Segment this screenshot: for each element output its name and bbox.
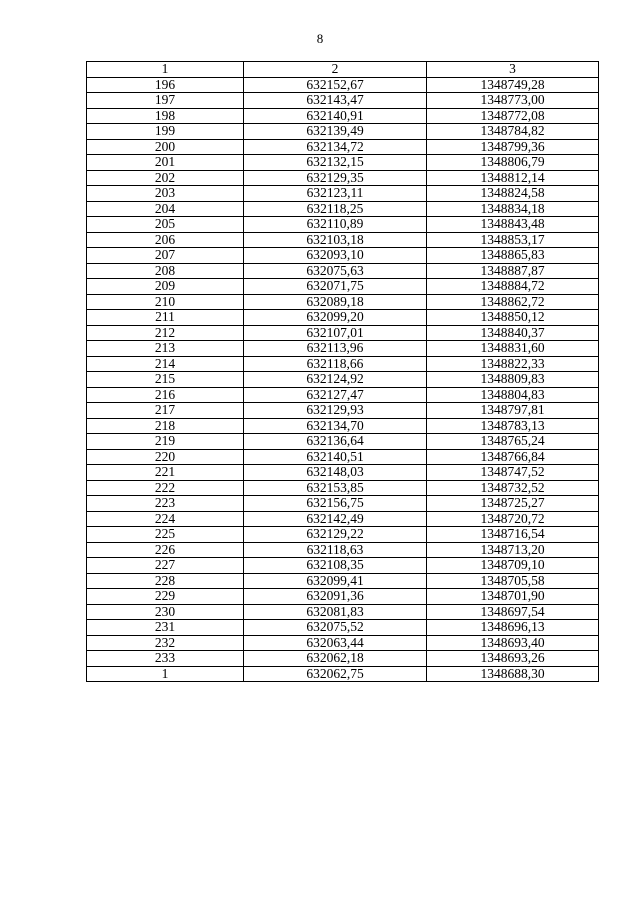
cell-x-coordinate: 632134,72 [244,139,427,155]
cell-y-coordinate: 1348799,36 [427,139,599,155]
cell-x-coordinate: 632075,52 [244,620,427,636]
cell-y-coordinate: 1348772,08 [427,108,599,124]
table-row [87,496,599,512]
cell-point-number: 197 [87,93,244,109]
table-row [87,341,599,357]
cell-x-coordinate: 632132,15 [244,155,427,171]
table-row [87,77,599,93]
cell-x-coordinate: 632129,93 [244,403,427,419]
cell-x-coordinate: 632129,35 [244,170,427,186]
cell-y-coordinate: 1348732,52 [427,480,599,496]
cell-y-coordinate: 1348716,54 [427,527,599,543]
cell-point-number: 207 [87,248,244,264]
cell-y-coordinate: 1348720,72 [427,511,599,527]
cell-y-coordinate: 1348887,87 [427,263,599,279]
cell-point-number: 219 [87,434,244,450]
table-row [87,201,599,217]
cell-point-number: 199 [87,124,244,140]
cell-point-number: 216 [87,387,244,403]
cell-x-coordinate: 632118,63 [244,542,427,558]
cell-x-coordinate: 632107,01 [244,325,427,341]
cell-point-number: 198 [87,108,244,124]
page-number: 8 [316,31,324,46]
cell-point-number: 232 [87,635,244,651]
cell-y-coordinate: 1348697,54 [427,604,599,620]
cell-x-coordinate: 632124,92 [244,372,427,388]
cell-point-number: 228 [87,573,244,589]
cell-x-coordinate: 632099,41 [244,573,427,589]
cell-y-coordinate: 1348773,00 [427,93,599,109]
cell-point-number: 231 [87,620,244,636]
cell-x-coordinate: 632062,75 [244,666,427,682]
cell-y-coordinate: 1348688,30 [427,666,599,682]
cell-y-coordinate: 1348843,48 [427,217,599,233]
cell-point-number: 212 [87,325,244,341]
cell-y-coordinate: 1348862,72 [427,294,599,310]
cell-y-coordinate: 1348812,14 [427,170,599,186]
cell-y-coordinate: 1348824,58 [427,186,599,202]
cell-x-coordinate: 632081,83 [244,604,427,620]
table-row [87,589,599,605]
column-header-point-number: 1 [87,62,244,78]
cell-point-number: 203 [87,186,244,202]
cell-y-coordinate: 1348840,37 [427,325,599,341]
cell-point-number: 233 [87,651,244,667]
cell-point-number: 223 [87,496,244,512]
cell-y-coordinate: 1348797,81 [427,403,599,419]
table-row [87,294,599,310]
cell-point-number: 215 [87,372,244,388]
column-header-y: 3 [427,62,599,78]
cell-point-number: 222 [87,480,244,496]
cell-x-coordinate: 632093,10 [244,248,427,264]
cell-point-number: 218 [87,418,244,434]
cell-point-number: 209 [87,279,244,295]
table-row [87,542,599,558]
cell-y-coordinate: 1348725,27 [427,496,599,512]
cell-x-coordinate: 632118,25 [244,201,427,217]
cell-x-coordinate: 632110,89 [244,217,427,233]
cell-x-coordinate: 632136,64 [244,434,427,450]
cell-x-coordinate: 632071,75 [244,279,427,295]
cell-x-coordinate: 632099,20 [244,310,427,326]
table-row [87,108,599,124]
cell-y-coordinate: 1348804,83 [427,387,599,403]
table-row [87,139,599,155]
table-row [87,232,599,248]
cell-point-number: 226 [87,542,244,558]
cell-y-coordinate: 1348747,52 [427,465,599,481]
table-row [87,372,599,388]
cell-y-coordinate: 1348822,33 [427,356,599,372]
cell-x-coordinate: 632127,47 [244,387,427,403]
cell-x-coordinate: 632153,85 [244,480,427,496]
cell-x-coordinate: 632156,75 [244,496,427,512]
cell-y-coordinate: 1348884,72 [427,279,599,295]
cell-point-number: 230 [87,604,244,620]
table-row [87,155,599,171]
table-row [87,217,599,233]
cell-x-coordinate: 632140,51 [244,449,427,465]
table-row [87,93,599,109]
cell-x-coordinate: 632075,63 [244,263,427,279]
table-row [87,604,599,620]
table-row [87,620,599,636]
cell-point-number: 229 [87,589,244,605]
cell-y-coordinate: 1348709,10 [427,558,599,574]
cell-x-coordinate: 632108,35 [244,558,427,574]
cell-point-number: 1 [87,666,244,682]
cell-x-coordinate: 632134,70 [244,418,427,434]
cell-point-number: 210 [87,294,244,310]
cell-y-coordinate: 1348693,40 [427,635,599,651]
cell-y-coordinate: 1348765,24 [427,434,599,450]
cell-point-number: 205 [87,217,244,233]
cell-y-coordinate: 1348766,84 [427,449,599,465]
cell-x-coordinate: 632063,44 [244,635,427,651]
cell-x-coordinate: 632139,49 [244,124,427,140]
cell-point-number: 224 [87,511,244,527]
table-row [87,387,599,403]
table-row [87,403,599,419]
cell-x-coordinate: 632062,18 [244,651,427,667]
cell-point-number: 221 [87,465,244,481]
cell-y-coordinate: 1348696,13 [427,620,599,636]
table-row [87,527,599,543]
cell-y-coordinate: 1348705,58 [427,573,599,589]
cell-point-number: 220 [87,449,244,465]
cell-point-number: 225 [87,527,244,543]
table-row [87,480,599,496]
cell-y-coordinate: 1348809,83 [427,372,599,388]
cell-x-coordinate: 632091,36 [244,589,427,605]
table-row [87,651,599,667]
cell-point-number: 227 [87,558,244,574]
table-row [87,558,599,574]
cell-y-coordinate: 1348693,26 [427,651,599,667]
cell-point-number: 206 [87,232,244,248]
table-row [87,449,599,465]
cell-x-coordinate: 632143,47 [244,93,427,109]
cell-y-coordinate: 1348713,20 [427,542,599,558]
cell-point-number: 200 [87,139,244,155]
cell-y-coordinate: 1348853,17 [427,232,599,248]
cell-point-number: 201 [87,155,244,171]
cell-x-coordinate: 632103,18 [244,232,427,248]
cell-y-coordinate: 1348701,90 [427,589,599,605]
cell-y-coordinate: 1348784,82 [427,124,599,140]
cell-x-coordinate: 632152,67 [244,77,427,93]
cell-y-coordinate: 1348865,83 [427,248,599,264]
cell-y-coordinate: 1348850,12 [427,310,599,326]
cell-x-coordinate: 632148,03 [244,465,427,481]
cell-x-coordinate: 632142,49 [244,511,427,527]
coordinates-table [86,61,599,682]
table-row [87,279,599,295]
cell-x-coordinate: 632123,11 [244,186,427,202]
table-row [87,418,599,434]
cell-point-number: 202 [87,170,244,186]
column-header-x: 2 [244,62,427,78]
table-row [87,434,599,450]
cell-point-number: 211 [87,310,244,326]
cell-y-coordinate: 1348749,28 [427,77,599,93]
table-body [87,77,599,682]
cell-point-number: 208 [87,263,244,279]
cell-y-coordinate: 1348831,60 [427,341,599,357]
table-row [87,325,599,341]
table-row [87,124,599,140]
cell-point-number: 196 [87,77,244,93]
cell-x-coordinate: 632089,18 [244,294,427,310]
table-row [87,248,599,264]
cell-y-coordinate: 1348834,18 [427,201,599,217]
table-row [87,310,599,326]
table-header-row [87,62,599,78]
cell-y-coordinate: 1348806,79 [427,155,599,171]
table-row [87,635,599,651]
cell-x-coordinate: 632129,22 [244,527,427,543]
table-row [87,170,599,186]
cell-point-number: 204 [87,201,244,217]
table-row [87,666,599,682]
table-row [87,186,599,202]
cell-x-coordinate: 632140,91 [244,108,427,124]
table-row [87,263,599,279]
table-row [87,573,599,589]
cell-point-number: 214 [87,356,244,372]
cell-point-number: 217 [87,403,244,419]
cell-point-number: 213 [87,341,244,357]
cell-y-coordinate: 1348783,13 [427,418,599,434]
table-row [87,356,599,372]
table-row [87,511,599,527]
table-header [87,62,599,78]
cell-x-coordinate: 632113,96 [244,341,427,357]
table-row [87,465,599,481]
cell-x-coordinate: 632118,66 [244,356,427,372]
